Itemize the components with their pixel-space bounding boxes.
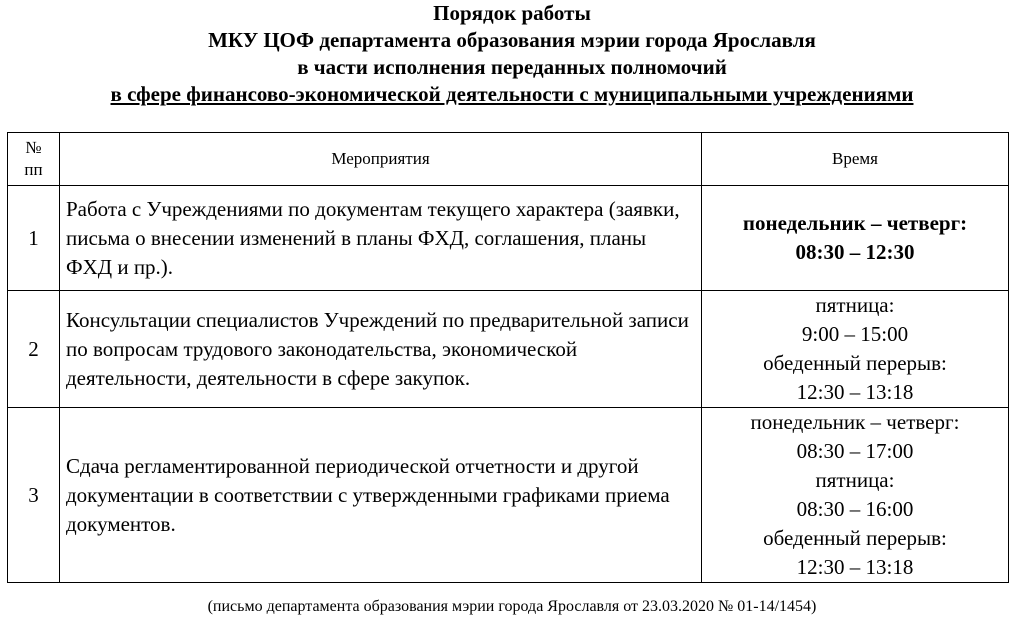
time-line: понедельник – четверг: (742, 211, 968, 235)
row-time (702, 408, 1009, 583)
column-header-number-symbol: № (25, 138, 42, 157)
table-row (8, 291, 1009, 408)
row-activity: Работа с Учреждениями по документам текущего характера (заявки, письма о внесении изменений в планы ФХД, соглашения, планы ФХД и пр.). (60, 186, 702, 291)
time-line: 12:30 – 13:18 (796, 555, 914, 579)
time-line: пятница: (815, 293, 895, 317)
row-number: 3 (8, 408, 60, 583)
footnote-source: (письмо департамента образования мэрии города Ярославля от 23.03.2020 № 01-14/1454) (207, 598, 817, 615)
row-time (702, 291, 1009, 408)
document-header (0, 0, 1024, 108)
row-number: 2 (8, 291, 60, 408)
row-activity: Консультации специалистов Учреждений по предварительной записи по вопросам трудового законодательства, экономической деятельности, деятельности в сфере закупок. (60, 291, 702, 408)
table-row (8, 186, 1009, 291)
row-time (702, 186, 1009, 291)
time-line: пятница: (815, 468, 895, 492)
column-header-time: Время (702, 133, 1009, 186)
header-title: Порядок работы (433, 1, 591, 25)
row-activity: Сдача регламентированной периодической отчетности и другой документации в соответствии с утвержденными графиками приема документов. (60, 408, 702, 583)
time-line: 9:00 – 15:00 (801, 322, 909, 346)
header-organization: МКУ ЦОФ департамента образования мэрии города Ярославля (208, 28, 816, 52)
time-line: понедельник – четверг: (750, 410, 960, 434)
time-line: обеденный перерыв: (763, 526, 947, 550)
column-header-activity: Мероприятия (60, 133, 702, 186)
row-number: 1 (8, 186, 60, 291)
schedule-table (7, 132, 1009, 583)
time-line: 08:30 – 16:00 (796, 497, 914, 521)
time-line: обеденный перерыв: (763, 351, 947, 375)
table-header-row (8, 133, 1009, 186)
column-header-number (8, 133, 60, 186)
time-line: 08:30 – 17:00 (796, 439, 914, 463)
time-line: 12:30 – 13:18 (796, 380, 914, 404)
table-row (8, 408, 1009, 583)
column-header-number-abbr: пп (24, 160, 43, 179)
header-scope: в части исполнения переданных полномочий (297, 55, 727, 79)
time-line: 08:30 – 12:30 (795, 240, 915, 264)
header-area: в сфере финансово-экономической деятельности с муниципальными учреждениями (110, 82, 914, 106)
